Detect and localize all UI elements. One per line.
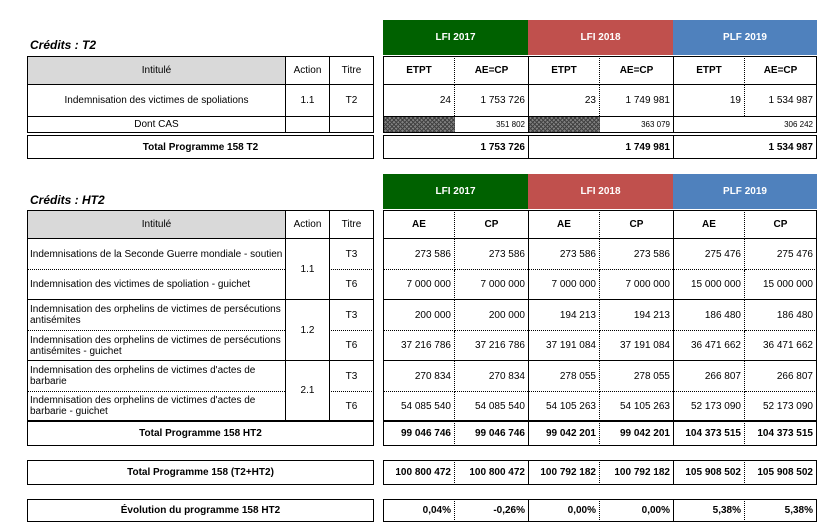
ht2-row-value: 7 000 000	[383, 270, 455, 300]
t2-total-value: 1 534 987	[745, 135, 817, 159]
ht2-section-title: Crédits : HT2	[30, 193, 105, 207]
ht2-row-value: 36 471 662	[673, 331, 745, 361]
ht2-row-value: 7 000 000	[600, 270, 673, 300]
evolution-value: 5,38%	[745, 499, 817, 522]
t2-year-plf2019: PLF 2019	[673, 20, 817, 55]
ht2-row-value: 273 586	[383, 239, 455, 270]
ht2-row-value: 54 085 540	[383, 392, 455, 421]
ht2-total-label: Total Programme 158 HT2	[27, 421, 374, 446]
ht2-row-value: 37 191 084	[528, 331, 600, 361]
grand-total-value: 100 792 182	[600, 460, 673, 485]
t2-row-value: 1 534 987	[745, 85, 817, 116]
grand-total-value: 105 908 502	[673, 460, 745, 485]
ht2-row-value: 52 173 090	[673, 392, 745, 421]
ht2-total-value: 104 373 515	[745, 421, 817, 446]
ht2-row-value: 7 000 000	[528, 270, 600, 300]
ht2-row-titre: T3	[329, 300, 374, 331]
t2-dont-cas-empty	[673, 116, 745, 133]
ht2-row-value: 54 105 263	[600, 392, 673, 421]
t2-dont-cas-value: 351 802	[455, 116, 528, 133]
t2-sub-header: ETPT	[673, 56, 745, 85]
ht2-total-value: 99 046 746	[455, 421, 528, 446]
ht2-action-cell: 2.1	[285, 361, 329, 421]
t2-dont-cas-value: 306 242	[745, 116, 817, 133]
ht2-year-lfi2017: LFI 2017	[383, 174, 528, 209]
t2-total-label: Total Programme 158 T2	[27, 135, 374, 159]
ht2-row-value: 270 834	[383, 361, 455, 392]
ht2-row-value: 266 807	[745, 361, 817, 392]
evolution-value: 0,00%	[528, 499, 600, 522]
ht2-sub-header: AE	[673, 210, 745, 239]
t2-year-lfi2017: LFI 2017	[383, 20, 528, 55]
t2-dont-cas-label: Dont CAS	[27, 116, 285, 133]
ht2-row-value: 270 834	[455, 361, 528, 392]
t2-section-title: Crédits : T2	[30, 38, 97, 52]
ht2-row-label: Indemnisation des orphelins de victimes de persécutions antisémites - guichet	[27, 331, 285, 361]
ht2-sub-header: CP	[455, 210, 528, 239]
ht2-row-value: 278 055	[528, 361, 600, 392]
t2-hatched-cell	[383, 116, 455, 133]
ht2-row-value: 186 480	[745, 300, 817, 331]
ht2-row-titre: T3	[329, 239, 374, 270]
ht2-row-label: Indemnisation des orphelins de victimes d'actes de barbarie - guichet	[27, 392, 285, 421]
ht2-row-value: 37 216 786	[383, 331, 455, 361]
evolution-value: 5,38%	[673, 499, 745, 522]
evolution-label: Évolution du programme 158 HT2	[27, 499, 374, 522]
ht2-row-value: 194 213	[528, 300, 600, 331]
evolution-value: 0,04%	[383, 499, 455, 522]
ht2-row-titre: T6	[329, 270, 374, 300]
ht2-row-value: 273 586	[528, 239, 600, 270]
ht2-total-value: 104 373 515	[673, 421, 745, 446]
t2-total-empty	[528, 135, 600, 159]
grand-total-value: 100 792 182	[528, 460, 600, 485]
t2-sub-header: AE=CP	[745, 56, 817, 85]
ht2-total-value: 99 042 201	[600, 421, 673, 446]
t2-dont-cas-action	[285, 116, 329, 133]
ht2-header-titre: Titre	[329, 210, 374, 239]
t2-total-value: 1 753 726	[455, 135, 528, 159]
ht2-row-value: 186 480	[673, 300, 745, 331]
t2-row-value: 1 753 726	[480, 95, 525, 106]
ht2-header-intitule: Intitulé	[27, 210, 285, 239]
ht2-year-lfi2018: LFI 2018	[528, 174, 673, 209]
ht2-row-value: 278 055	[600, 361, 673, 392]
evolution-value: 0,00%	[600, 499, 673, 522]
t2-sub-header: AE=CP	[600, 56, 673, 85]
ht2-row-value: 194 213	[600, 300, 673, 331]
t2-row-titre: T2	[329, 85, 374, 116]
ht2-sub-header: AE	[383, 210, 455, 239]
ht2-row-value: 200 000	[455, 300, 528, 331]
ht2-row-value: 275 476	[673, 239, 745, 270]
t2-total-empty	[673, 135, 745, 159]
ht2-row-titre: T3	[329, 361, 374, 392]
t2-header-action: Action	[285, 56, 329, 85]
ht2-row-label: Indemnisations de la Seconde Guerre mondiale - soutien	[27, 239, 285, 270]
ht2-row-value: 36 471 662	[745, 331, 817, 361]
t2-row-action: 1.1	[285, 85, 329, 116]
ht2-action-cell: 1.1	[285, 239, 329, 300]
t2-header-titre: Titre	[329, 56, 374, 85]
t2-year-lfi2018: LFI 2018	[528, 20, 673, 55]
t2-header-intitule: Intitulé	[27, 56, 285, 85]
ht2-total-value: 99 046 746	[383, 421, 455, 446]
ht2-row-label: Indemnisation des orphelins de victimes de persécutions antisémites	[27, 300, 285, 331]
t2-row-value: 24	[383, 85, 455, 116]
ht2-row-value: 273 586	[600, 239, 673, 270]
ht2-row-value: 200 000	[383, 300, 455, 331]
ht2-row-titre: T6	[329, 331, 374, 361]
ht2-header-action: Action	[285, 210, 329, 239]
t2-total-value: 1 749 981	[600, 135, 673, 159]
ht2-row-value: 15 000 000	[745, 270, 817, 300]
ht2-row-value: 15 000 000	[673, 270, 745, 300]
t2-hatched-cell	[528, 116, 600, 133]
t2-row-value: 1 749 981	[625, 95, 670, 106]
ht2-row-value: 7 000 000	[455, 270, 528, 300]
ht2-row-label: Indemnisation des victimes de spoliation - guichet	[27, 270, 285, 300]
ht2-row-titre: T6	[329, 392, 374, 421]
ht2-row-value: 37 191 084	[600, 331, 673, 361]
ht2-sub-header: CP	[600, 210, 673, 239]
t2-row-value: 19	[673, 85, 745, 116]
t2-dont-cas-titre	[329, 116, 374, 133]
ht2-action-cell: 1.2	[285, 300, 329, 361]
grand-total-value: 100 800 472	[383, 460, 455, 485]
ht2-row-label: Indemnisation des orphelins de victimes d'actes de barbarie	[27, 361, 285, 392]
t2-sub-header: ETPT	[383, 56, 455, 85]
ht2-row-value: 54 105 263	[528, 392, 600, 421]
grand-total-value: 100 800 472	[455, 460, 528, 485]
t2-row-label: Indemnisation des victimes de spoliations	[27, 85, 285, 116]
ht2-row-value: 54 085 540	[455, 392, 528, 421]
t2-row-value: 23	[528, 85, 600, 116]
ht2-year-plf2019: PLF 2019	[673, 174, 817, 209]
ht2-row-value: 266 807	[673, 361, 745, 392]
ht2-total-value: 99 042 201	[528, 421, 600, 446]
evolution-value: -0,26%	[455, 499, 528, 522]
ht2-sub-header: AE	[528, 210, 600, 239]
ht2-row-value: 275 476	[745, 239, 817, 270]
ht2-row-value: 37 216 786	[455, 331, 528, 361]
t2-sub-header: AE=CP	[455, 56, 528, 85]
ht2-row-value: 273 586	[455, 239, 528, 270]
grand-total-label: Total Programme 158 (T2+HT2)	[27, 460, 374, 485]
ht2-row-value: 52 173 090	[745, 392, 817, 421]
t2-total-empty	[383, 135, 455, 159]
t2-sub-header: ETPT	[528, 56, 600, 85]
ht2-sub-header: CP	[745, 210, 817, 239]
t2-dont-cas-value: 363 079	[600, 116, 673, 133]
grand-total-value: 105 908 502	[745, 460, 817, 485]
